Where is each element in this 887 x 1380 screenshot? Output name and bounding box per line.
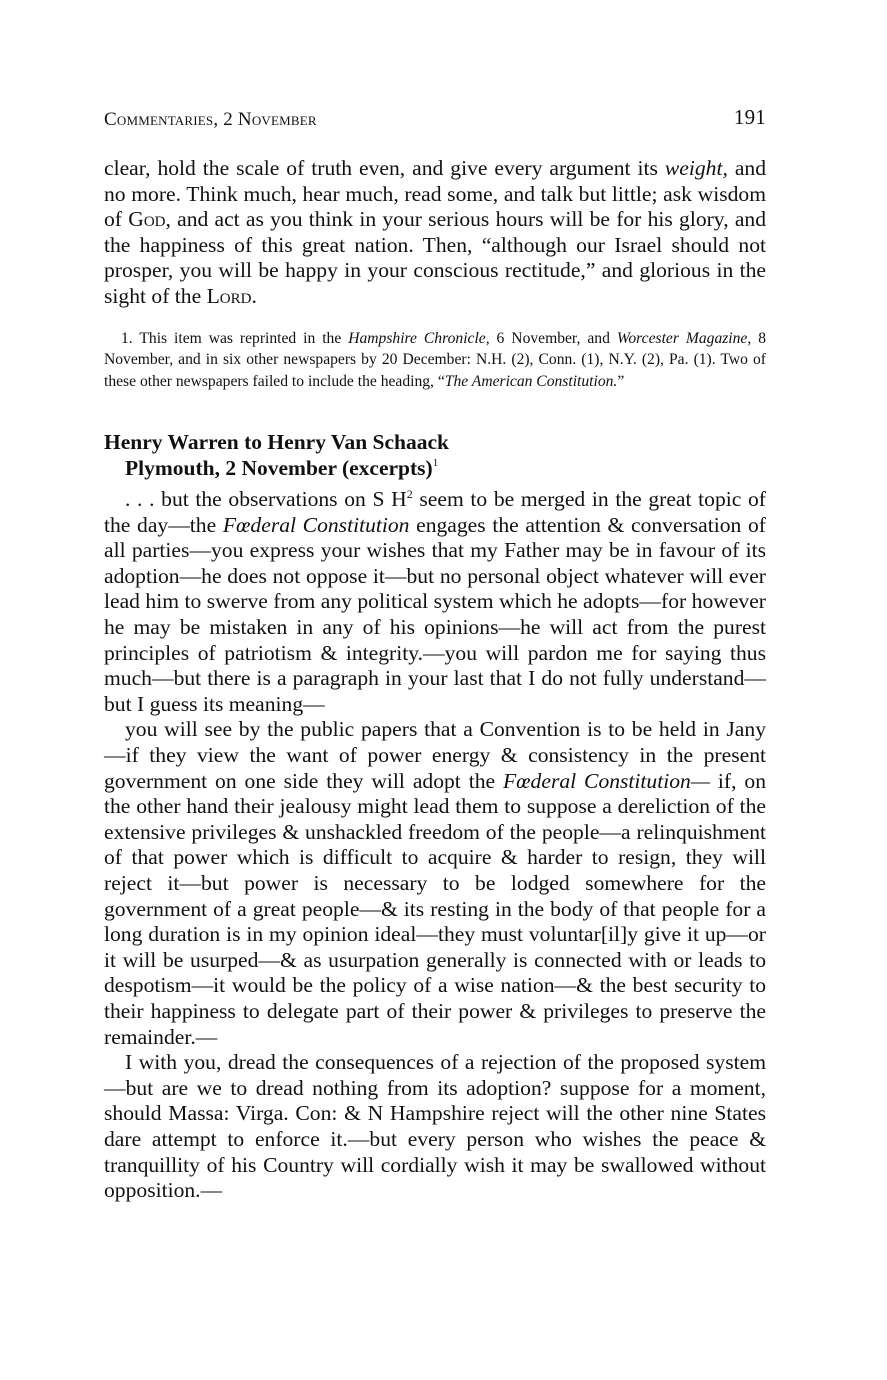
footnote: [104, 328, 766, 393]
footnote-text-1: 1. This item was reprinted in the: [121, 329, 349, 347]
continuation-text-4: .: [251, 283, 257, 308]
continuation-weight: weight,: [664, 156, 728, 180]
footnote-text-2: 6 November, and: [489, 329, 617, 347]
letter-p1-text-a: . . . but the observations on S H: [125, 487, 407, 512]
footnote-worcester: Worcester Magazine,: [616, 329, 752, 347]
heading-line-2: [104, 456, 766, 482]
heading-line-1: Henry Warren to Henry Van Schaack: [104, 430, 450, 455]
running-head: [104, 105, 766, 135]
running-head-title: Commentaries, 2 November: [104, 109, 317, 130]
letter-p1-text-c: engages the attention & conversation of all parties—you express your wishes that my Father may be in favour of its adoption—he does not oppose it—but no personal object whatever will ever lead him to swerve from any political system which he adopts—for however he may be mistaken in any of his opinions—he will act from the purest principles of patriotism & integrity.—you will pardon me for saying thus much—but there is a paragraph in your last that I do not fully understand—but I guess its meaning—: [104, 512, 766, 716]
continuation-god: God: [128, 207, 166, 232]
footnote-text-3: 8 November, and in six other newspapers by 20 December: N.H. (2), Conn. (1), N.Y. (2), Pa. (1). Two of these other newspapers failed to include the heading, “: [104, 329, 767, 390]
letter-p2-text-b: if, on the other hand their jealousy might lead them to suppose a dereliction of the extensive privileges & unshackled freedom of the people—a relinquishment of that power which is difficult to acquire & harder to resign, they will reject it—but power is necessary to be lodged somewhere for the government of a great people—& its resting in the body of that people for a long duration is in my opinion ideal—they must voluntar[il]y give it up—or it will be usurped—& as usurpation generally is connected with or leads to despotism—it would be the policy of a wise nation—& the best security to their happiness to delegate part of their power & privileges to preserve the remainder.—: [104, 768, 766, 1049]
letter-paragraph-3: I with you, dread the consequences of a rejection of the proposed system—but are we to dread nothing from its adoption? suppose for a moment, should Massa: Virga. Con: & N Hampshire reject will the other nine States dare attempt to enforce it.—but every person who wishes the peace & tranquillity of his Country will cordially wish it may be swallowed without opposition.—: [104, 1050, 766, 1203]
letter-p2-text-a: you will see by the public papers that a Convention is to be held in Jany—if they view the want of power energy & consistency in the present government on one side they will adopt the: [104, 717, 766, 793]
footnote-heading-quote: The American Constitution.: [444, 372, 618, 390]
continuation-text-3: , and act as you think in your serious hours will be for his glory, and the happiness of this great nation. Then, “although our Israel should not prosper, you will be happy in your conscious rectitude,” and glorious in the sight of the: [104, 207, 766, 308]
letter-paragraph-2: [104, 717, 766, 1050]
letter-federal-constitution: Fœderal Constitution: [222, 512, 410, 537]
heading-place-date: Plymouth, 2 November (excerpts): [125, 455, 433, 480]
letter-p1-text-b: seem to be merged in the great topic of the day—the: [104, 487, 766, 537]
page-number: 191: [733, 105, 766, 129]
letter-paragraph-1: [104, 487, 766, 717]
book-page: [104, 105, 766, 1204]
continuation-lord: Lord: [206, 283, 252, 308]
continuation-paragraph: [104, 156, 766, 310]
letter-body: [104, 487, 766, 1204]
continuation-text-1: clear, hold the scale of truth even, and give every argument its: [104, 156, 665, 180]
document-heading: [104, 430, 766, 481]
continuation-text-2: and no more. Think much, hear much, read some, and talk but little; ask wisdom of: [104, 156, 767, 232]
letter-p1-note-ref: 2: [406, 487, 413, 502]
letter-federal-constitution-2: Fœderal Constitution—: [502, 768, 711, 793]
heading-note-ref: 1: [432, 456, 439, 469]
footnote-text-4: ”: [617, 372, 625, 390]
footnote-hampshire: Hampshire Chronicle,: [348, 329, 490, 347]
